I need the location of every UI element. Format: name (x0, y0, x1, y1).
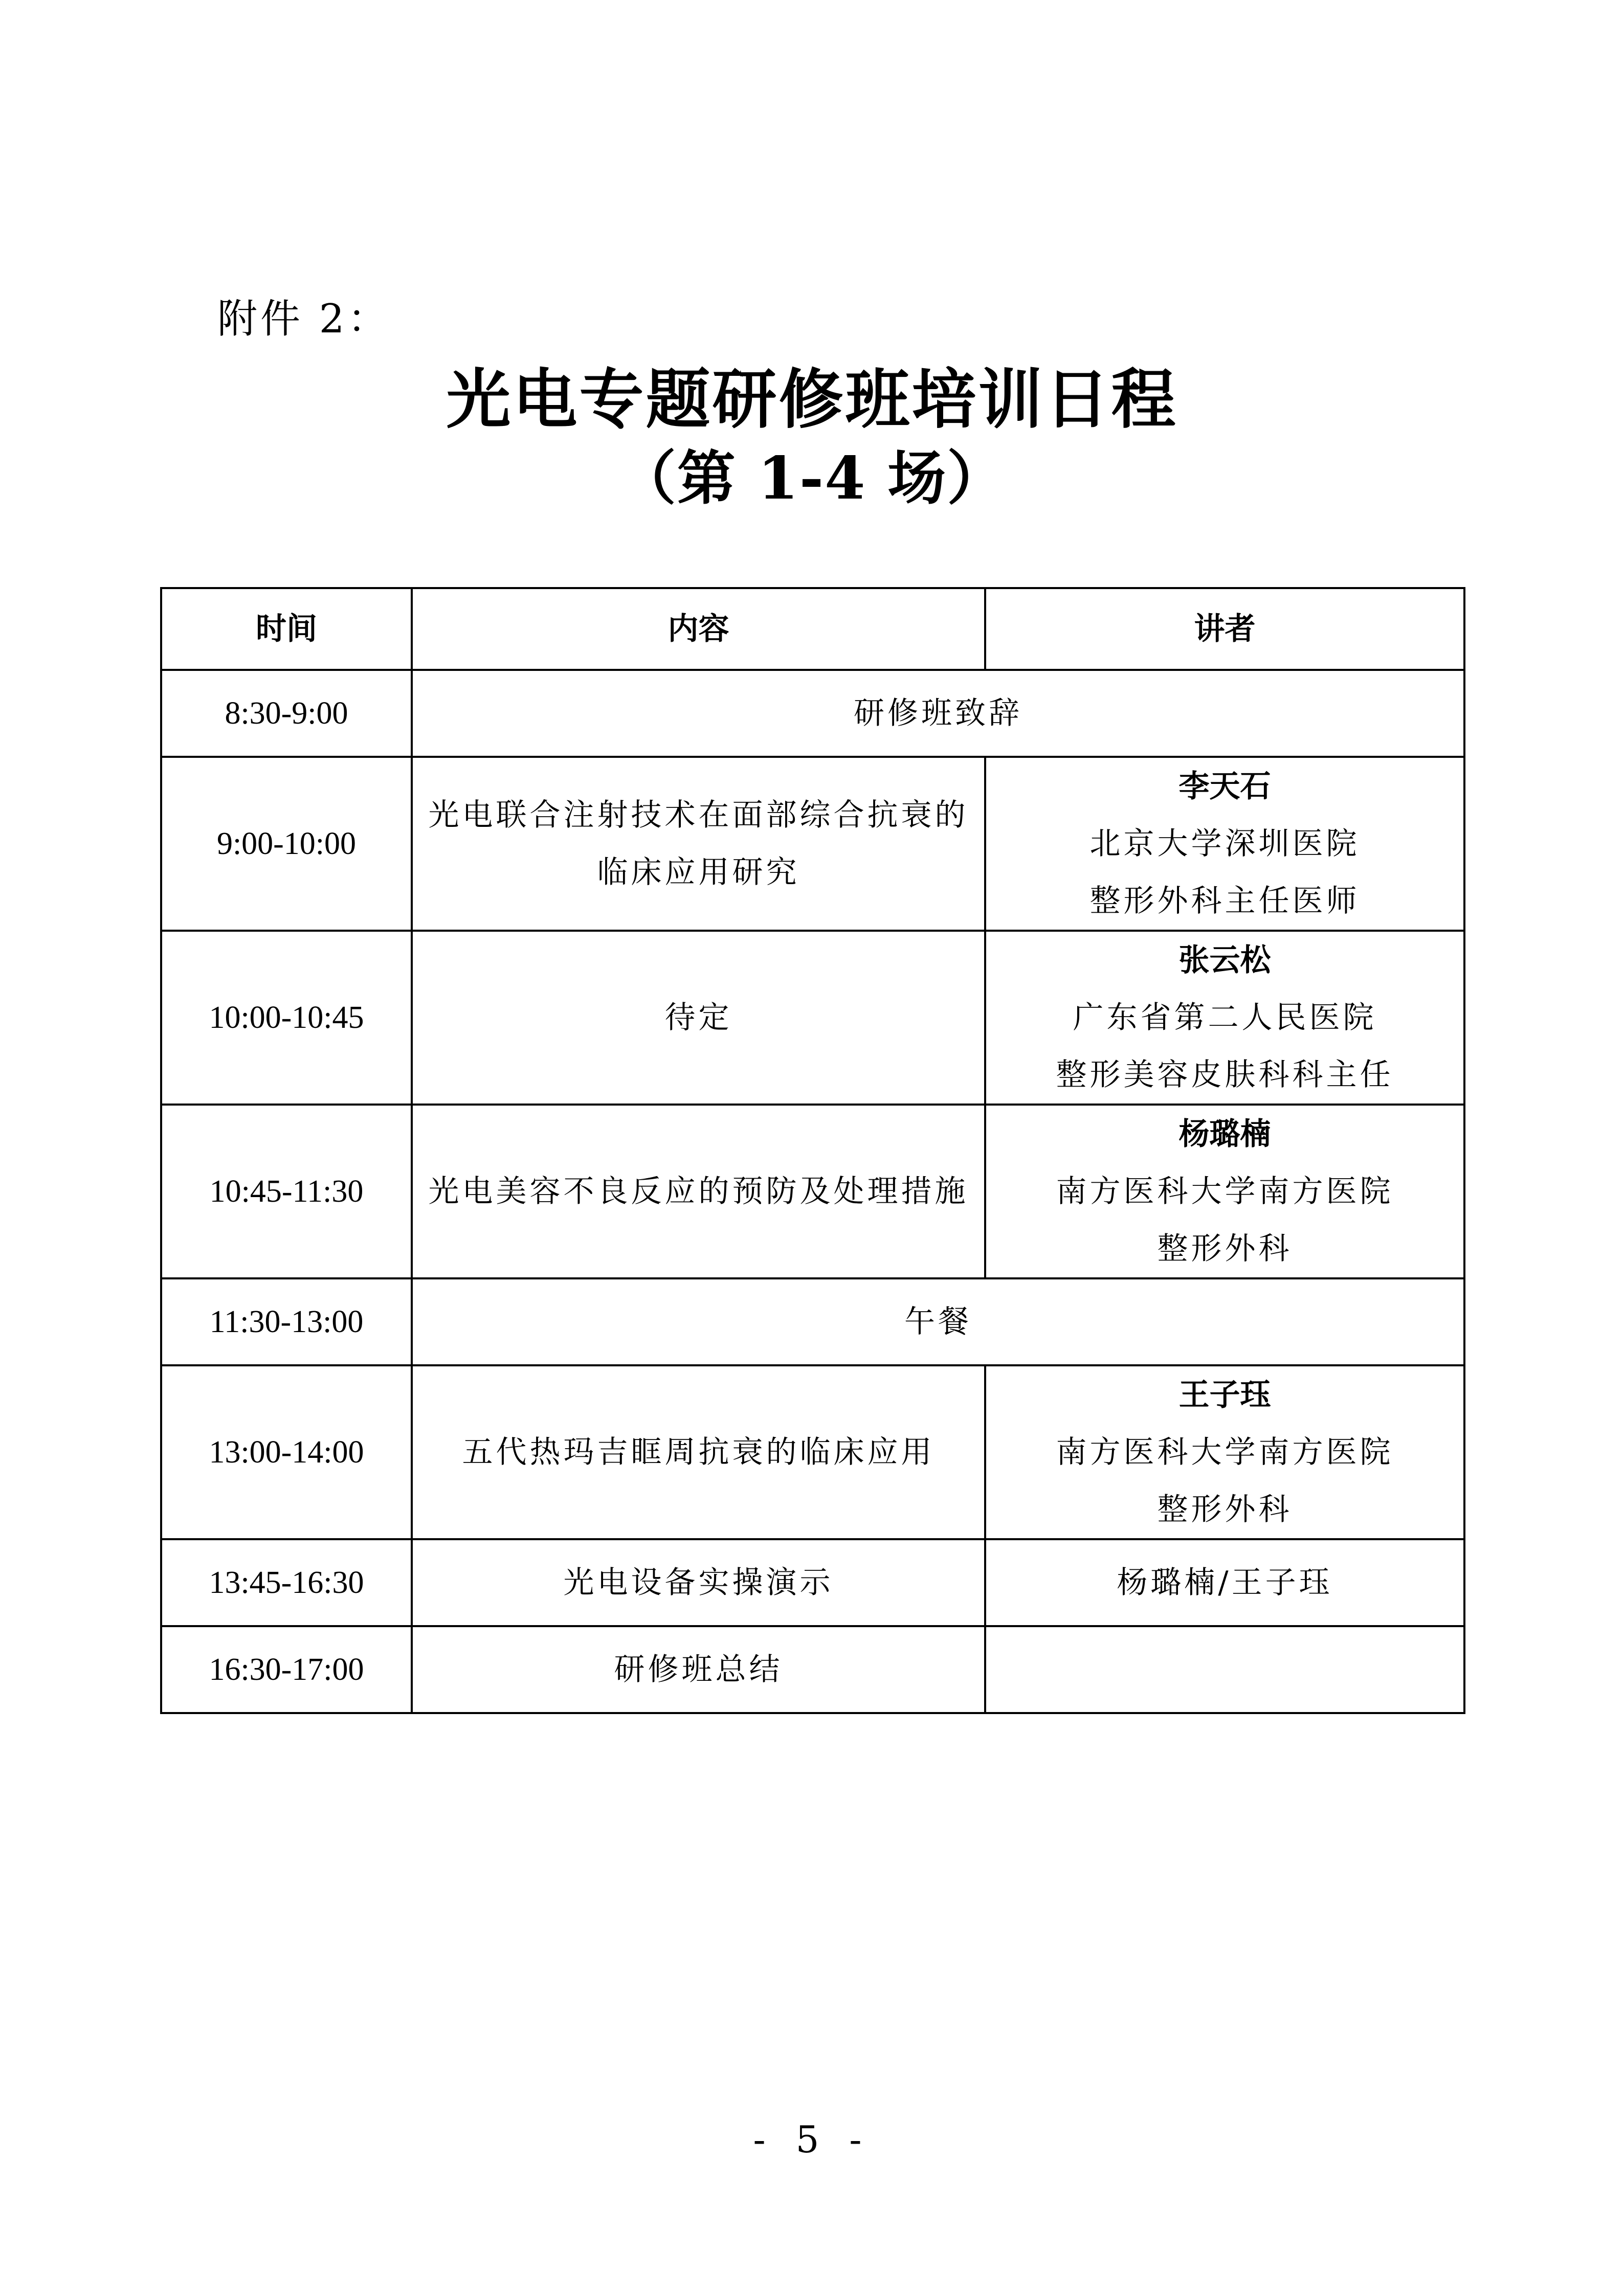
row-speaker (985, 1365, 1464, 1539)
row-time: 10:00-10:45 (161, 931, 412, 1105)
speaker-affiliation: 广东省第二人民医院 (1073, 1000, 1377, 1036)
row-time: 11:30-13:00 (161, 1278, 412, 1365)
table-row (161, 1278, 1464, 1365)
header-content: 内容 (412, 588, 985, 670)
table-row (161, 1539, 1464, 1626)
header-time: 时间 (161, 588, 412, 670)
row-time: 13:45-16:30 (161, 1539, 412, 1626)
row-speaker (985, 1626, 1464, 1713)
speaker-name: 李天石 (1178, 769, 1271, 804)
row-time: 9:00-10:00 (161, 757, 412, 931)
document-title: 光电专题研修班培训日程 (446, 362, 1178, 437)
row-speaker (985, 757, 1464, 931)
speaker-name: 王子珏 (1178, 1377, 1271, 1413)
row-content: 五代热玛吉眶周抗衰的临床应用 (412, 1365, 985, 1539)
row-time: 8:30-9:00 (161, 670, 412, 757)
table-header-row (161, 588, 1464, 670)
speaker-title: 整形外科 (1157, 1231, 1293, 1267)
speaker-affiliation: 北京大学深圳医院 (1089, 826, 1360, 862)
row-content: 光电设备实操演示 (412, 1539, 985, 1626)
row-content: 研修班总结 (412, 1626, 985, 1713)
row-speaker (985, 931, 1464, 1105)
row-speaker: 杨璐楠/王子珏 (985, 1539, 1464, 1626)
row-content (412, 757, 985, 931)
table-row (161, 931, 1464, 1105)
row-time: 13:00-14:00 (161, 1365, 412, 1539)
speaker-title: 整形外科 (1157, 1492, 1293, 1527)
content-line: 光电联合注射技术在面部综合抗衰的 (428, 797, 969, 833)
table-row (161, 1105, 1464, 1278)
speaker-affiliation: 南方医科大学南方医院 (1056, 1174, 1394, 1209)
row-speaker (985, 1105, 1464, 1278)
page-number: - 5 - (753, 2118, 871, 2161)
row-time: 16:30-17:00 (161, 1626, 412, 1713)
row-content: 研修班致辞 (412, 670, 1464, 757)
header-speaker: 讲者 (985, 588, 1464, 670)
speaker-name: 张云松 (1178, 942, 1271, 978)
table-row (161, 757, 1464, 931)
document-subtitle: （第 1-4 场） (617, 444, 1007, 512)
row-content: 光电美容不良反应的预防及处理措施 (412, 1105, 985, 1278)
table-row (161, 1626, 1464, 1713)
table-row (161, 1365, 1464, 1539)
speaker-name: 杨璐楠 (1178, 1116, 1271, 1152)
row-time: 10:45-11:30 (161, 1105, 412, 1278)
attachment-label: 附件 2： (217, 296, 391, 342)
row-content: 午餐 (412, 1278, 1464, 1365)
speaker-title: 整形外科主任医师 (1089, 883, 1360, 919)
content-line: 临床应用研究 (597, 854, 800, 890)
table-row (161, 670, 1464, 757)
row-content: 待定 (412, 931, 985, 1105)
speaker-affiliation: 南方医科大学南方医院 (1056, 1434, 1394, 1470)
schedule-table (160, 587, 1465, 1714)
speaker-title: 整形美容皮肤科科主任 (1056, 1057, 1394, 1093)
